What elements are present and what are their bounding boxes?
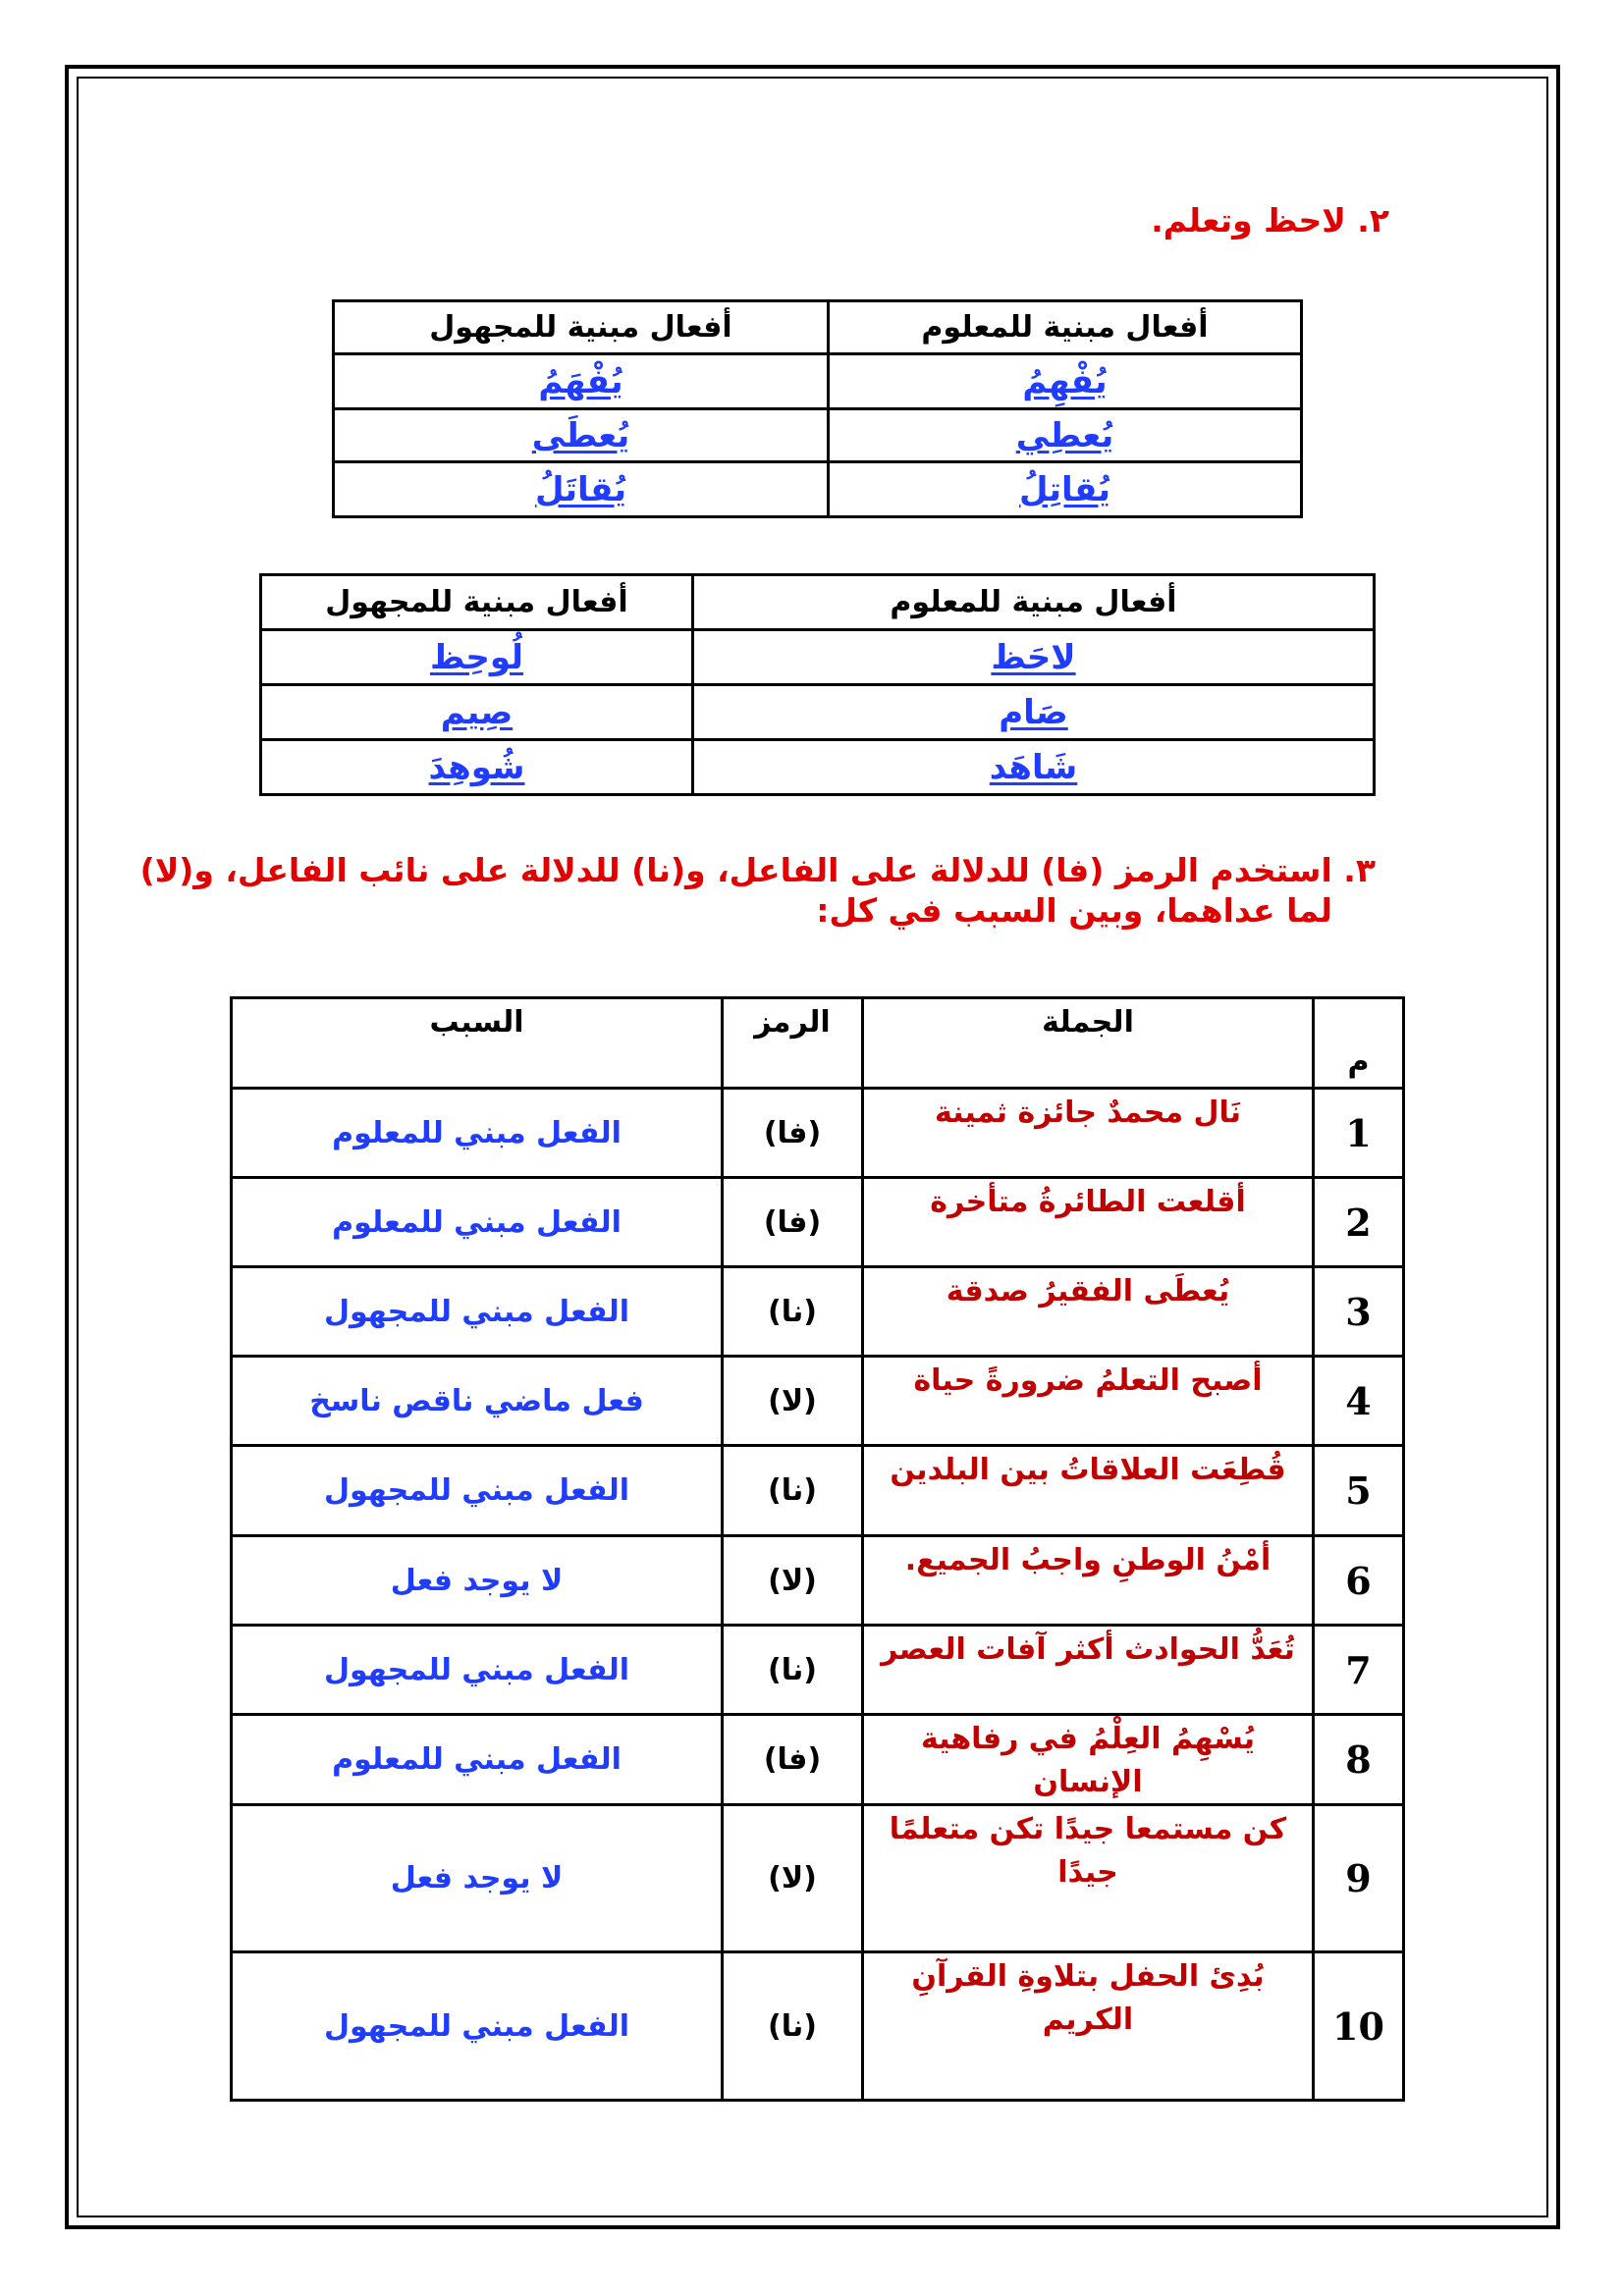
reason-cell: الفعل مبني للمعلوم (232, 1715, 723, 1805)
row-number: 1 (1314, 1089, 1404, 1178)
verbs-table-1 (332, 299, 1303, 518)
symbol-cell: (فا) (723, 1089, 863, 1178)
sentence-cell: أمْنُ الوطنِ واجبُ الجميع. (863, 1536, 1314, 1626)
sentence-cell: يُعطَى الفقيرُ صدقة (863, 1267, 1314, 1357)
active-verb-cell: يُفْهِمُ (829, 354, 1302, 409)
table-row (232, 1178, 1404, 1267)
table-row (334, 354, 1302, 409)
table-row (261, 685, 1375, 740)
passive-verb-cell: يُقاتَلُ (334, 462, 829, 517)
active-verb-cell: يُعطِي (829, 409, 1302, 462)
table-row (232, 1626, 1404, 1715)
reason-cell: لا يوجد فعل (232, 1536, 723, 1626)
symbol-cell: (نا) (723, 1446, 863, 1536)
table-row (232, 1952, 1404, 2101)
table-row (232, 1805, 1404, 1952)
active-verb-cell: صَام (693, 685, 1375, 740)
section-3-heading-line-1: ٣. استخدم الرمز (فا) للدلالة على الفاعل، و(نا) للدلالة على نائب الفاعل، و(لا) (139, 851, 1376, 889)
section-3-heading-line-2: لما عداهما، وبين السبب في كل: (816, 891, 1332, 931)
sentence-cell: أصبح التعلمُ ضرورةً حياة (863, 1357, 1314, 1446)
passive-verb-cell: شُوهِدَ (261, 740, 693, 795)
header-active-verbs: أفعال مبنية للمعلوم (693, 575, 1375, 630)
symbol-cell: (نا) (723, 1626, 863, 1715)
row-number: 8 (1314, 1715, 1404, 1805)
table-row (232, 1446, 1404, 1536)
table-header-row (261, 575, 1375, 630)
sentence-cell: بُدِئ الحفل بتلاوةِ القرآنِ الكريم (863, 1952, 1314, 2101)
row-number: 6 (1314, 1536, 1404, 1626)
table-row (232, 1267, 1404, 1357)
reason-cell: الفعل مبني للمجهول (232, 1626, 723, 1715)
sentence-cell: أقلعت الطائرةُ متأخرة (863, 1178, 1314, 1267)
row-number: 10 (1314, 1952, 1404, 2101)
row-number: 9 (1314, 1805, 1404, 1952)
header-passive-verbs: أفعال مبنية للمجهول (261, 575, 693, 630)
passive-verb-cell: يُفْهَمُ (334, 354, 829, 409)
symbol-cell: (لا) (723, 1805, 863, 1952)
table-row (232, 1357, 1404, 1446)
header-active-verbs: أفعال مبنية للمعلوم (829, 301, 1302, 354)
table-row (261, 630, 1375, 685)
reason-cell: فعل ماضي ناقص ناسخ (232, 1357, 723, 1446)
classification-table (230, 996, 1405, 2102)
sentence-cell: يُسْهِمُ العِلْمُ في رفاهية الإنسان (863, 1715, 1314, 1805)
active-verb-cell: لاحَظ (693, 630, 1375, 685)
passive-verb-cell: يُعطَى (334, 409, 829, 462)
symbol-cell: (فا) (723, 1715, 863, 1805)
reason-cell: لا يوجد فعل (232, 1805, 723, 1952)
header-passive-verbs: أفعال مبنية للمجهول (334, 301, 829, 354)
active-verb-cell: يُقاتِلُ (829, 462, 1302, 517)
symbol-cell: (نا) (723, 1267, 863, 1357)
symbol-cell: (نا) (723, 1952, 863, 2101)
sentence-cell: نَال محمدٌ جائزة ثمينة (863, 1089, 1314, 1178)
row-number: 4 (1314, 1357, 1404, 1446)
reason-cell: الفعل مبني للمجهول (232, 1267, 723, 1357)
active-verb-cell: شَاهَد (693, 740, 1375, 795)
column-header-num: م (1314, 998, 1404, 1089)
passive-verb-cell: لُوحِظ (261, 630, 693, 685)
reason-cell: الفعل مبني للمعلوم (232, 1089, 723, 1178)
symbol-cell: (لا) (723, 1536, 863, 1626)
column-header-reason: السبب (232, 998, 723, 1089)
table-row (334, 462, 1302, 517)
column-header-symbol: الرمز (723, 998, 863, 1089)
column-header-sentence: الجملة (863, 998, 1314, 1089)
table-row (232, 1536, 1404, 1626)
row-number: 3 (1314, 1267, 1404, 1357)
reason-cell: الفعل مبني للمجهول (232, 1952, 723, 2101)
verbs-table-2 (259, 573, 1376, 796)
row-number: 2 (1314, 1178, 1404, 1267)
passive-verb-cell: صِيم (261, 685, 693, 740)
reason-cell: الفعل مبني للمعلوم (232, 1178, 723, 1267)
symbol-cell: (فا) (723, 1178, 863, 1267)
sentence-cell: قُطِعَت العلاقاتُ بين البلدين (863, 1446, 1314, 1536)
section-2-heading: ٢. لاحظ وتعلم. (1151, 201, 1389, 240)
table-row (261, 740, 1375, 795)
table-row (232, 1715, 1404, 1805)
table-row (232, 1089, 1404, 1178)
sentence-cell: كن مستمعا جيدًا تكن متعلمًا جيدًا (863, 1805, 1314, 1952)
table-header-row (334, 301, 1302, 354)
row-number: 7 (1314, 1626, 1404, 1715)
section-3-heading (140, 850, 1376, 932)
symbol-cell: (لا) (723, 1357, 863, 1446)
table-row (334, 409, 1302, 462)
sentence-cell: تُعَدُّ الحوادث أكثر آفات العصر (863, 1626, 1314, 1715)
row-number: 5 (1314, 1446, 1404, 1536)
reason-cell: الفعل مبني للمجهول (232, 1446, 723, 1536)
